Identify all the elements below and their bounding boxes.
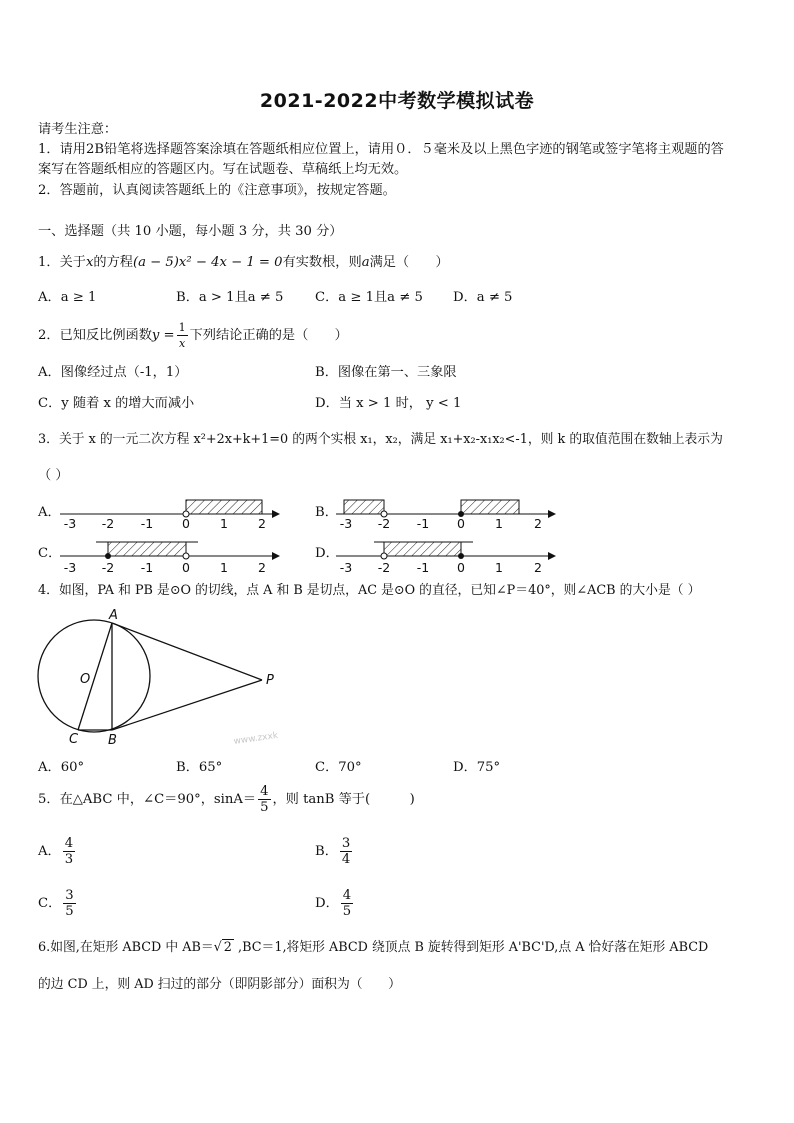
q3-option-c-label: C． xyxy=(38,546,62,561)
numerator: 3 xyxy=(341,836,351,851)
q2-numerator: 1 xyxy=(178,321,186,334)
q5-denominator: 5 xyxy=(260,800,269,815)
q5-pre: 5．在△ABC 中，∠C＝90°，sinA＝ xyxy=(38,792,257,807)
q1-equation: (a − 5)x² − 4x − 1 = 0 xyxy=(132,255,283,270)
tick-label: 1 xyxy=(495,516,503,531)
q5-option-b xyxy=(315,836,354,867)
q5-option-b-label: B． xyxy=(315,844,338,859)
tick-label: -1 xyxy=(416,560,430,575)
section-heading: 一、选择题（共 10 小题，每小题 3 分，共 30 分） xyxy=(38,224,343,239)
q1-option-d: D．a ≠ 5 xyxy=(453,290,513,305)
closed-dot xyxy=(458,553,464,559)
q5-fraction xyxy=(258,784,270,815)
q3-line-1: 3．关于 x 的一元二次方程 x²+2x+k+1=0 的两个实根 x₁，x₂，满足 x₁+x₂-x₁x₂<-1，则 k 的取值范围在数轴上表示为 xyxy=(38,432,723,447)
q1-pre: 1．关于 xyxy=(38,255,86,270)
tick-label: -2 xyxy=(101,560,115,575)
q1-var-a: a xyxy=(361,255,370,270)
number-line-d xyxy=(336,542,556,560)
tick-label: 0 xyxy=(457,560,465,575)
q1-option-b: B．a > 1且a ≠ 5 xyxy=(176,290,284,305)
tick-label: 0 xyxy=(182,560,190,575)
q1-option-c: C．a ≥ 1且a ≠ 5 xyxy=(315,290,423,305)
number-line-a xyxy=(60,500,280,518)
q4-option-b: B．65° xyxy=(176,760,223,775)
q1-option-a: A．a ≥ 1 xyxy=(38,290,97,305)
watermark: www.zxxk xyxy=(233,730,279,747)
q2-option-d: D．当 x > 1 时， y < 1 xyxy=(315,396,462,411)
q5-option-d xyxy=(315,888,355,919)
denominator: 5 xyxy=(342,904,352,919)
question-6-line-1 xyxy=(38,938,708,958)
notice-line-1a: 1．请用2B铅笔将选择题答案涂填在答题纸相应位置上，请用０．５毫米及以上黑色字迹的钢笔或签字笔将主观题的答 xyxy=(38,142,724,157)
q1-var-x: x xyxy=(85,255,94,270)
page-title: 2021-2022中考数学模拟试卷 xyxy=(259,90,535,112)
tick-label: -1 xyxy=(416,516,430,531)
tick-label: -1 xyxy=(140,560,154,575)
numerator: 4 xyxy=(64,836,74,851)
question-5 xyxy=(38,784,415,815)
q2-denominator: x xyxy=(178,337,186,350)
q5-option-a-label: A． xyxy=(38,844,61,859)
denominator: 3 xyxy=(64,852,74,867)
label-a: A xyxy=(109,608,118,623)
notice-line-1b: 案写在答题纸相应的答题区内。写在试题卷、草稿纸上均无效。 xyxy=(38,162,408,177)
sqrt-sign: √ xyxy=(213,940,222,955)
q5-option-c-label: C． xyxy=(38,896,62,911)
q1-end: 满足（ ） xyxy=(369,255,449,270)
q6-post: ,BC＝1,将矩形 ABCD 绕顶点 B 旋转得到矩形 A'BC'D,点 A 恰好落在矩形 ABCD xyxy=(233,940,709,955)
open-dot xyxy=(381,553,387,559)
tick-label: 2 xyxy=(258,560,266,575)
q6-sqrt-value: 2 xyxy=(223,940,232,955)
tick-label: 2 xyxy=(534,516,542,531)
closed-dot xyxy=(105,553,111,559)
numerator: 3 xyxy=(65,888,74,903)
q4-option-c: C．70° xyxy=(315,760,362,775)
q5-numerator: 4 xyxy=(260,784,269,799)
tick-label: 2 xyxy=(534,560,542,575)
tick-label: 0 xyxy=(457,516,465,531)
q5-option-c-fraction xyxy=(63,888,75,919)
tick-label: -3 xyxy=(63,560,77,575)
tick-label: -2 xyxy=(377,516,391,531)
q5-option-a-fraction xyxy=(63,836,75,867)
notice-line-2: 2．答题前，认真阅读答题纸上的《注意事项》，按规定答题。 xyxy=(38,183,396,198)
tick-label: 1 xyxy=(220,560,228,575)
tick-label: 0 xyxy=(182,516,190,531)
q2-option-a: A．图像经过点（-1，1） xyxy=(38,365,188,380)
q5-option-d-fraction xyxy=(341,888,353,919)
q5-option-c xyxy=(38,888,78,919)
question-6-line-2: 的边 CD 上，则 AD 扫过的部分（即阴影部分）面积为（ ） xyxy=(38,977,401,992)
tick-label: -2 xyxy=(101,516,115,531)
tick-label: 1 xyxy=(220,516,228,531)
q2-y-eq: y = xyxy=(151,328,175,343)
q3-line-2: （ ） xyxy=(38,468,69,483)
q2-post: 下列结论正确的是（ ） xyxy=(189,328,348,343)
numerator: 4 xyxy=(342,888,352,903)
q2-option-b: B．图像在第一、三象限 xyxy=(315,365,457,380)
tick-label: -3 xyxy=(63,516,77,531)
q4-text: 4．如图，PA 和 PB 是⊙O 的切线，点 A 和 B 是切点，AC 是⊙O 的直径，已知∠P＝40°，则∠ACB 的大小是（ ） xyxy=(38,583,701,598)
q5-post: ，则 tanB 等于( ) xyxy=(272,792,415,807)
q2-pre: 2．已知反比例函数 xyxy=(38,328,152,343)
label-c: C xyxy=(69,732,79,747)
denominator: 4 xyxy=(341,852,351,867)
number-line-c xyxy=(60,542,280,560)
open-dot xyxy=(183,553,189,559)
circle-o xyxy=(38,620,150,732)
notice-heading: 请考生注意： xyxy=(38,122,118,137)
tangent-pb xyxy=(112,680,262,730)
q4-option-d: D．75° xyxy=(453,760,501,775)
q5-option-b-fraction xyxy=(340,836,352,867)
tick-label: -3 xyxy=(339,560,353,575)
tick-label: -1 xyxy=(140,516,154,531)
q3-option-b-label: B． xyxy=(315,505,338,520)
circle-tangent-diagram xyxy=(30,606,300,756)
q3-option-a-label: A． xyxy=(38,505,61,520)
q5-option-d-label: D． xyxy=(315,896,339,911)
tangent-pa xyxy=(112,623,262,680)
q5-option-a xyxy=(38,836,77,867)
tick-label: 1 xyxy=(495,560,503,575)
q2-option-c: C．y 随着 x 的增大而减小 xyxy=(38,396,195,411)
label-b: B xyxy=(108,733,117,748)
label-o: O xyxy=(80,672,91,687)
q6-pre: 6.如图,在矩形 ABCD 中 AB＝ xyxy=(38,940,214,955)
tick-label: -2 xyxy=(377,560,391,575)
q1-post: 有实数根，则 xyxy=(282,255,362,270)
number-line-b xyxy=(336,500,556,518)
q1-mid: 的方程 xyxy=(93,255,133,270)
label-p: P xyxy=(266,673,274,688)
tick-label: 2 xyxy=(258,516,266,531)
q4-option-a: A．60° xyxy=(38,760,85,775)
tick-label: -3 xyxy=(339,516,353,531)
q3-option-d-label: D． xyxy=(315,546,339,561)
denominator: 5 xyxy=(65,904,74,919)
